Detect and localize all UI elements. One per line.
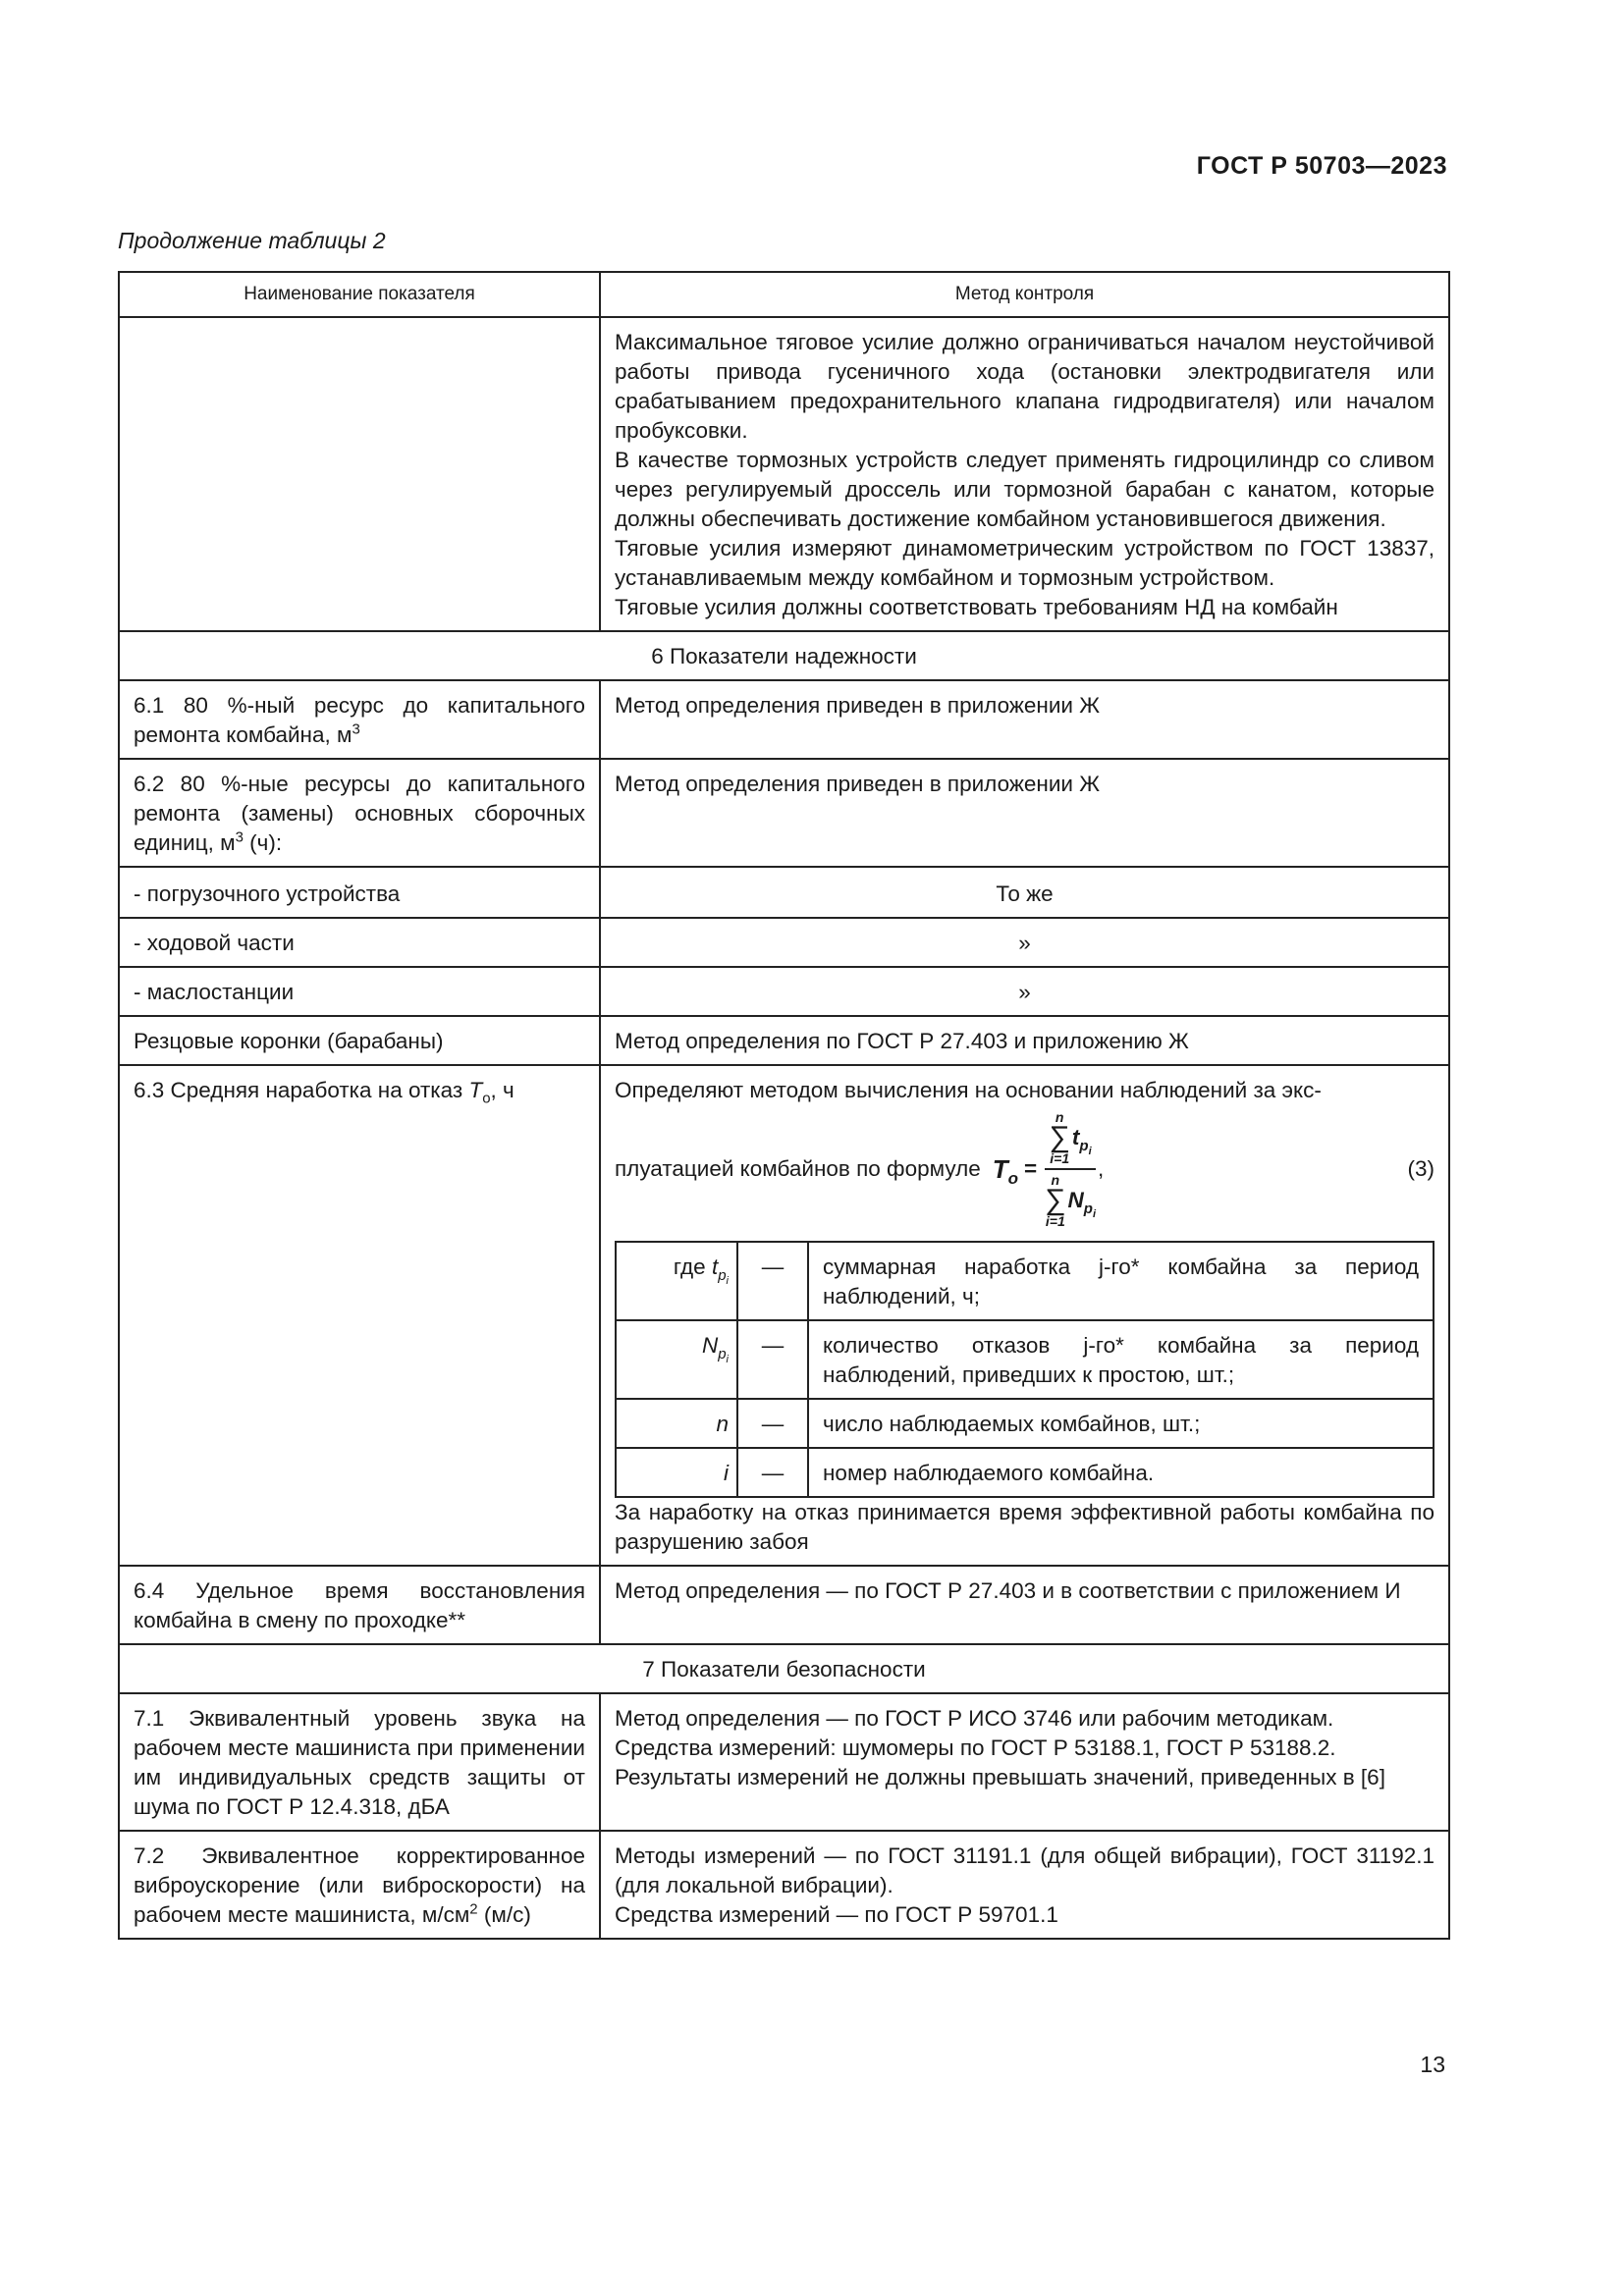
paragraph: Метод определения — по ГОСТ Р ИСО 3746 или рабочим методикам. [615, 1706, 1334, 1731]
cell-method: Метод определения — по ГОСТ Р 27.403 и в соответствии с приложением И [600, 1566, 1449, 1644]
cell-indicator [119, 1831, 600, 1939]
cell-indicator: - ходовой части [119, 918, 600, 967]
table-row-6-2-sub4 [119, 1016, 1449, 1065]
cell-method: » [600, 967, 1449, 1016]
formula-3 [615, 1105, 1435, 1233]
cell-method [600, 1693, 1449, 1831]
paragraph: Тяговые усилия должны соответствовать требованиям НД на комбайн [615, 595, 1338, 619]
formula-definitions [615, 1241, 1435, 1498]
paragraph: Результаты измерений не должны превышать значений, приведенных в [6] [615, 1765, 1385, 1789]
denominator-var: $N_{p_i}$ [1067, 1188, 1097, 1220]
subscript: о [482, 1090, 491, 1107]
formula-number: (3) [1407, 1156, 1435, 1181]
table-row-7-1 [119, 1693, 1449, 1831]
cell-method: Метод определения приведен в приложении Ж [600, 759, 1449, 867]
cell-empty [119, 317, 600, 631]
cell-method [600, 1065, 1449, 1566]
paragraph: Методы измерений — по ГОСТ 31191.1 (для общей вибрации), ГОСТ 31192.1 (для локальной вибрации). [615, 1843, 1435, 1897]
cell-indicator: 7.1 Эквивалентный уровень звука на рабочем месте машиниста при применении им индивидуальных средств защиты от шума по ГОСТ Р 12.4.318, дБА [119, 1693, 600, 1831]
page-number: 13 [1420, 2052, 1445, 2077]
cell-method: Метод определения по ГОСТ Р 27.403 и приложению Ж [600, 1016, 1449, 1065]
definition-row: n — число наблюдаемых комбайнов, шт.; [616, 1399, 1434, 1448]
cell-method: То же [600, 867, 1449, 918]
section-title: 7 Показатели безопасности [119, 1644, 1449, 1693]
cell-indicator: 6.4 Удельное время восстановления комбайна в смену по проходке** [119, 1566, 600, 1644]
paragraph: Средства измерений — по ГОСТ Р 59701.1 [615, 1902, 1058, 1927]
formula-lead-text: плуатацией комбайнов по формуле [615, 1156, 981, 1181]
symbol: T [468, 1078, 483, 1102]
table-row-7-2 [119, 1831, 1449, 1939]
indicators-table [118, 271, 1450, 1940]
indicator-text: 7.2 Эквивалентное корректированное виброускорение (или виброскорости) на рабочем месте машиниста, м/см [134, 1843, 585, 1927]
table-row-6-3 [119, 1065, 1449, 1566]
table-row-6-2 [119, 759, 1449, 867]
paragraph: В качестве тормозных устройств следует применять гидроцилиндр со сливом через регулируемый дроссель или тормозной барабан с канатом, которые должны обеспечивать достижение комбайном установившегося движения. [615, 448, 1435, 531]
cell-indicator: - погрузочного устройства [119, 867, 600, 918]
paragraph: Средства измерений: шумомеры по ГОСТ Р 53188.1, ГОСТ Р 53188.2. [615, 1735, 1336, 1760]
standard-code: ГОСТ Р 50703—2023 [1196, 152, 1447, 180]
col-header-indicator: Наименование показателя [119, 272, 600, 317]
definition-row: i — номер наблюдаемого комбайна. [616, 1448, 1434, 1497]
numerator-var: $t_{p_i}$ [1071, 1125, 1092, 1157]
cell-indicator: Резцовые коронки (барабаны) [119, 1016, 600, 1065]
paragraph: Тяговые усилия измеряют динамометрическим устройством по ГОСТ 13837, устанавливаемым между комбайном и тормозным устройством. [615, 536, 1435, 590]
paragraph: Максимальное тяговое усилие должно ограничиваться началом неустойчивой работы привода гусеничного хода (остановки электродвигателя или срабатыванием предохранительного клапана гидродвигателя) или началом пробуксовки. [615, 330, 1435, 443]
definition-row: $N_{p_i}$ — количество отказов j-го* комбайна за период наблюдений, приведших к простою, шт.; [616, 1320, 1434, 1399]
table-row-6-2-sub2 [119, 918, 1449, 967]
formula-equals: = [1024, 1156, 1038, 1181]
superscript: 2 [469, 1900, 478, 1918]
section-title: 6 Показатели надежности [119, 631, 1449, 680]
paragraph: Определяют методом вычисления на основании наблюдений за экс- [615, 1078, 1322, 1102]
indicator-unit: , ч [490, 1078, 514, 1102]
definition-row: где $t_{p_i}$ — суммарная наработка j-го* комбайна за период наблюдений, ч; [616, 1242, 1434, 1320]
table-row-traction [119, 317, 1449, 631]
indicator-unit: (м/с) [477, 1902, 531, 1927]
section-row-reliability [119, 631, 1449, 680]
superscript: 3 [235, 828, 244, 846]
superscript: 3 [352, 721, 360, 738]
indicator-text: 6.3 Средняя наработка на отказ [134, 1078, 469, 1102]
cell-indicator [119, 680, 600, 759]
formula-fraction [1045, 1110, 1096, 1228]
paragraph: За наработку на отказ принимается время эффективной работы комбайна по разрушению забоя [615, 1500, 1435, 1554]
sum-symbol: n ∑ i=1 [1049, 1109, 1070, 1166]
table-header-row [119, 272, 1449, 317]
section-row-safety [119, 1644, 1449, 1693]
formula-comma: , [1098, 1156, 1105, 1181]
cell-traction-method [600, 317, 1449, 631]
table-row-6-2-sub1 [119, 867, 1449, 918]
cell-method: Метод определения приведен в приложении Ж [600, 680, 1449, 759]
formula-lhs: $T_o$ [992, 1154, 1018, 1189]
cell-indicator: - маслостанции [119, 967, 600, 1016]
table-row-6-4 [119, 1566, 1449, 1644]
indicator-text: 6.1 80 %-ный ресурс до капитального ремонта комбайна, м [134, 693, 585, 747]
indicator-text-unit: (ч): [243, 830, 283, 855]
table-row-6-2-sub3 [119, 967, 1449, 1016]
cell-method [600, 1831, 1449, 1939]
cell-indicator [119, 1065, 600, 1566]
col-header-method: Метод контроля [600, 272, 1449, 317]
indicator-text: 6.2 80 %-ные ресурсы до капитального ремонта (замены) основных сборочных единиц, м [134, 772, 585, 855]
table-continuation-caption: Продолжение таблицы 2 [118, 228, 386, 253]
cell-indicator [119, 759, 600, 867]
cell-method: » [600, 918, 1449, 967]
sum-symbol: n ∑ i=1 [1045, 1172, 1066, 1229]
table-row-6-1 [119, 680, 1449, 759]
